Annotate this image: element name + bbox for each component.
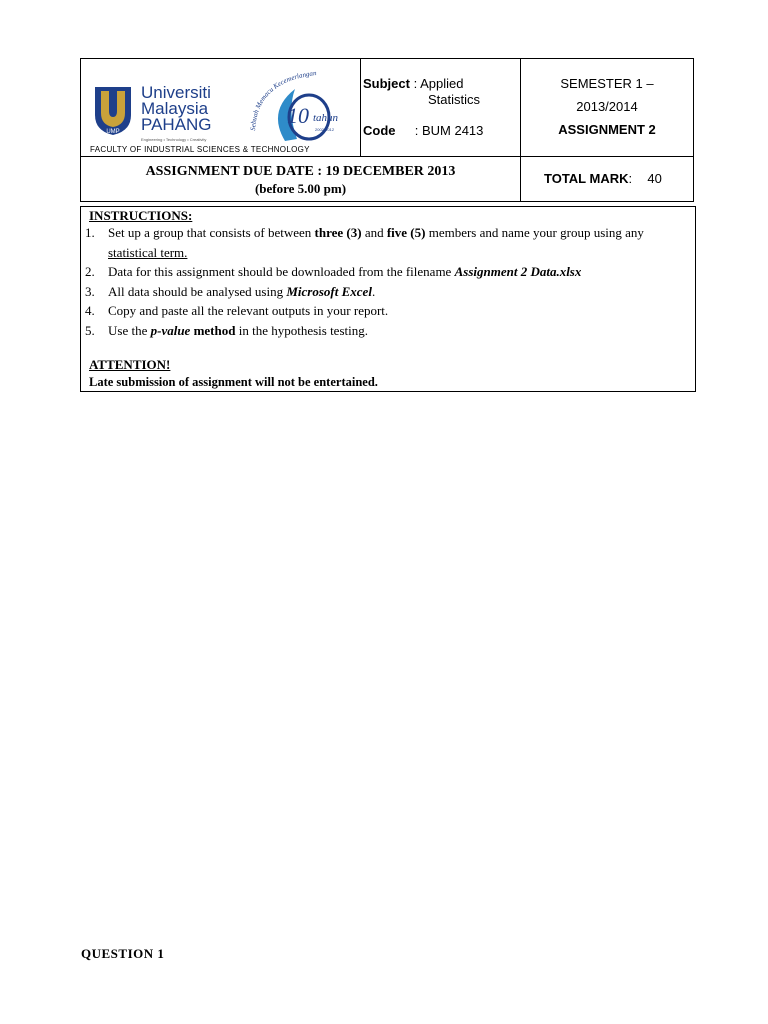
due-time: (before 5.00 pm) — [254, 181, 347, 196]
anniversary-script: Sebuah Memacu Kecemerlangan — [248, 71, 317, 132]
due-date-cell — [80, 156, 521, 202]
university-logo — [89, 71, 351, 143]
total-mark-cell: TOTAL MARK: 40 — [520, 156, 694, 202]
semester-cell — [520, 58, 694, 157]
attention-text: Late submission of assignment will not be entertained. — [89, 375, 378, 389]
code-label: Code — [363, 123, 396, 138]
list-item: 4. Copy and paste all the relevant outputs in your report. — [85, 303, 389, 318]
subject-cell — [360, 58, 521, 157]
university-line-1: Universiti — [141, 83, 211, 102]
list-item: 1. Set up a group that consists of between three (3) and five (5) members and name your group using any statistical term. — [85, 225, 644, 260]
attention-title: ATTENTION! — [89, 357, 171, 372]
university-line-2: Malaysia — [141, 99, 209, 118]
semester-line-1: SEMESTER 1 – — [560, 76, 654, 91]
anniversary-number: 10 — [287, 103, 309, 128]
anniversary-years: 2002-2012 — [315, 127, 335, 132]
subject-value-2: Statistics — [428, 92, 481, 107]
university-tagline: Engineering • Technology • Creativity — [141, 137, 207, 142]
question-heading: QUESTION 1 — [81, 946, 165, 961]
anniversary-word: tahun — [313, 112, 339, 124]
filename: Assignment 2 Data.xlsx — [454, 264, 582, 279]
code-value: : BUM 2413 — [414, 123, 484, 138]
header-table — [80, 58, 694, 202]
logo-cell — [80, 58, 361, 157]
statistical-term: statistical term. — [108, 244, 188, 260]
list-item: 3. All data should be analysed using Microsoft Excel. — [85, 283, 376, 299]
assignment-number: ASSIGNMENT 2 — [558, 122, 656, 137]
due-date: ASSIGNMENT DUE DATE : 19 DECEMBER 2013 — [145, 164, 456, 179]
total-mark-label: TOTAL MARK — [544, 171, 629, 186]
university-name — [141, 85, 212, 133]
instructions-box — [80, 206, 696, 392]
subject-label: Subject — [363, 76, 410, 91]
list-item: 5. Use the p-value method in the hypothesis testing. — [85, 322, 368, 338]
shield-text: UMP — [106, 129, 120, 135]
anniversary-logo — [247, 71, 347, 147]
university-line-3: PAHANG — [141, 115, 212, 134]
subject-value: : Applied — [413, 76, 464, 91]
total-mark-value: 40 — [647, 171, 662, 186]
ump-shield-icon — [93, 85, 133, 137]
semester-line-2: 2013/2014 — [576, 99, 638, 114]
instructions-list — [85, 223, 689, 340]
faculty-name: FACULTY OF INDUSTRIAL SCIENCES & TECHNOLOGY — [90, 145, 310, 154]
instructions-title: INSTRUCTIONS: — [89, 208, 193, 223]
list-item: 2. Data for this assignment should be downloaded from the filename Assignment 2 Data.xlsx — [85, 264, 582, 279]
